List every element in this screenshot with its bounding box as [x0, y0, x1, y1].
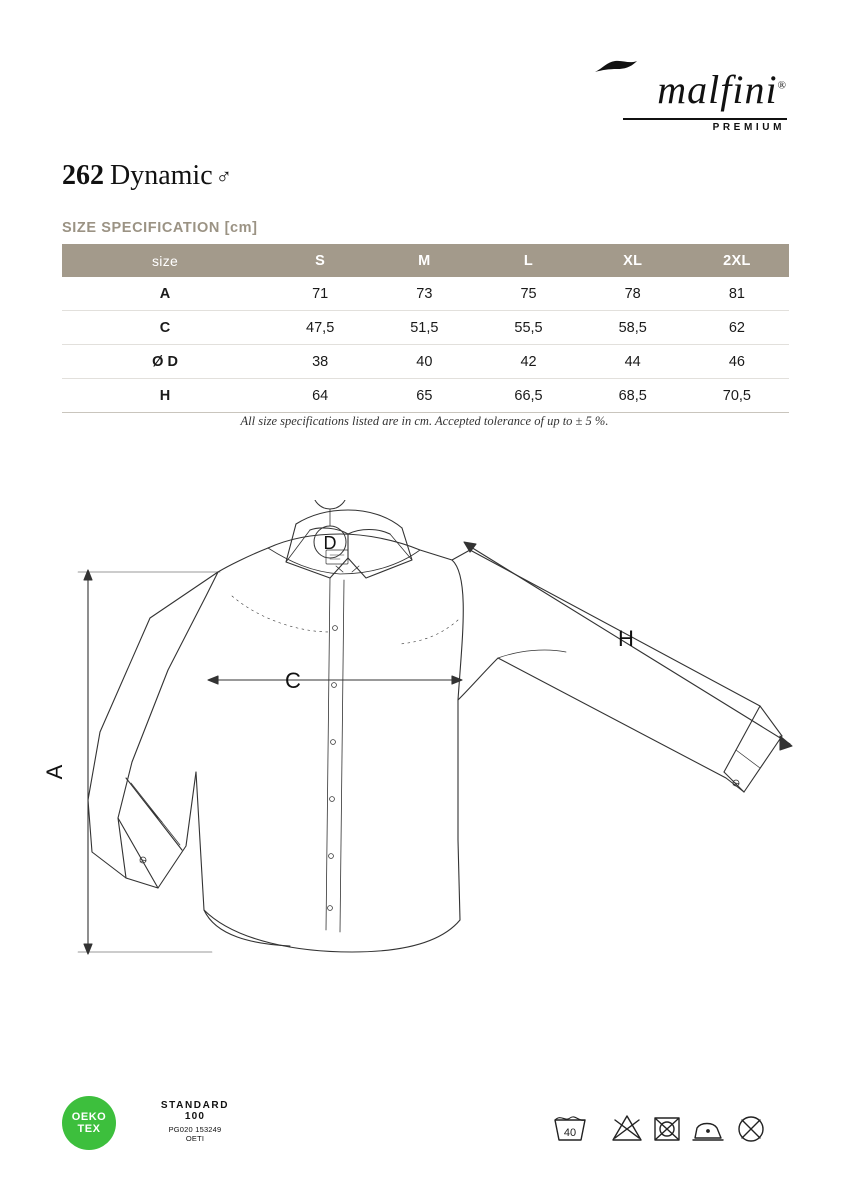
dimension-label-h: H	[618, 626, 634, 651]
cell-d-m: 40	[416, 353, 433, 370]
cell-a-s: 71	[312, 285, 329, 302]
wash-temperature-label: 40	[563, 1127, 577, 1139]
cell-d-2xl: 46	[728, 353, 745, 370]
size-specification-table	[62, 244, 789, 413]
brand-wordmark	[657, 67, 787, 112]
cell-c-l: 55,5	[514, 319, 543, 336]
brand-registered: ®	[777, 79, 787, 92]
cell-h-s: 64	[312, 387, 329, 404]
row-label-c: C	[159, 319, 171, 336]
cell-a-l: 75	[520, 285, 537, 302]
cell-c-s: 47,5	[306, 319, 335, 336]
tolerance-note: All size specifications listed are in cm. Accepted tolerance of up to ± 5 %.	[240, 414, 609, 428]
table-row	[62, 345, 789, 379]
dimension-label-c: C	[285, 668, 301, 693]
table-header-2xl: 2XL	[685, 244, 789, 277]
cell-h-2xl: 70,5	[722, 387, 751, 404]
page-title	[62, 160, 232, 192]
oeko-line2: TEX	[77, 1123, 101, 1135]
table-header-row	[62, 244, 789, 277]
table-row	[62, 277, 789, 311]
table-header-xl: XL	[581, 244, 685, 277]
cell-a-2xl: 81	[728, 285, 745, 302]
cell-h-xl: 68,5	[618, 387, 647, 404]
oeko-line1: OEKO	[71, 1111, 107, 1123]
oeko-standard: STANDARD	[160, 1100, 230, 1111]
brand-name: malfini	[657, 67, 778, 112]
table-header-size: size	[62, 244, 268, 277]
cell-c-xl: 58,5	[618, 319, 647, 336]
oeko-tex-text	[120, 1100, 270, 1143]
cell-d-xl: 44	[624, 353, 641, 370]
brand-subtitle: PREMIUM	[712, 122, 785, 133]
table-header-s: S	[268, 244, 372, 277]
gender-symbol: ♂	[215, 164, 233, 189]
cell-d-l: 42	[520, 353, 537, 370]
row-label-d: Ø D	[152, 353, 178, 370]
oeko-institute: OETI	[185, 1134, 205, 1143]
cell-a-xl: 78	[624, 285, 641, 302]
oeko-tex-certification	[62, 1096, 272, 1154]
table-row	[62, 379, 789, 413]
table-header-l: L	[476, 244, 580, 277]
row-label-a: A	[159, 285, 171, 302]
table-header-m: M	[372, 244, 476, 277]
cell-c-m: 51,5	[410, 319, 439, 336]
brand-divider	[623, 118, 787, 120]
cell-d-s: 38	[312, 353, 329, 370]
product-name: Dynamic	[110, 160, 213, 191]
size-specification-heading: SIZE SPECIFICATION [cm]	[62, 220, 258, 236]
oeko-code: PG020 153249	[168, 1125, 222, 1134]
cell-c-2xl: 62	[728, 319, 745, 336]
table-row	[62, 311, 789, 345]
row-label-h: H	[159, 387, 171, 404]
product-code: 262	[62, 160, 104, 191]
care-instructions	[551, 1108, 791, 1148]
dimension-label-a: A	[42, 764, 67, 780]
cell-h-m: 65	[416, 387, 433, 404]
oeko-number: 100	[184, 1111, 206, 1122]
cell-h-l: 66,5	[514, 387, 543, 404]
shirt-technical-drawing	[0, 500, 849, 980]
bird-icon	[593, 58, 639, 85]
brand-logo	[567, 52, 787, 133]
oeko-tex-badge	[62, 1096, 116, 1150]
cell-a-m: 73	[416, 285, 433, 302]
dimension-label-d: D	[323, 533, 337, 553]
